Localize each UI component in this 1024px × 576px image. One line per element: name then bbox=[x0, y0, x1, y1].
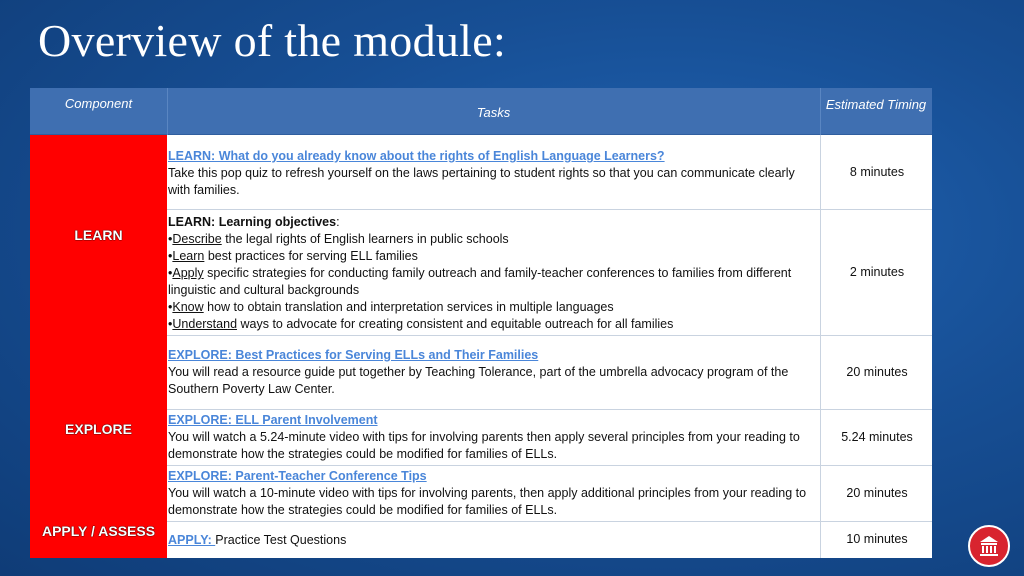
header-tasks: Tasks bbox=[476, 105, 511, 120]
university-building-icon bbox=[977, 534, 1001, 558]
task-description: You will watch a 10-minute video with tips for involving parents, then apply additional principles from your reading to demonstrate how the strategies could be modified for families of ELLs. bbox=[168, 486, 807, 517]
objective-text: how to obtain translation and interpretation services in multiple languages bbox=[203, 300, 614, 314]
task-cell bbox=[168, 214, 820, 333]
task-link[interactable]: EXPLORE: Best Practices for Serving ELLs and Their Families bbox=[168, 348, 539, 362]
objective-verb: Understand bbox=[172, 317, 238, 331]
header-component: Component bbox=[64, 96, 133, 111]
timing-value: 20 minutes bbox=[846, 365, 908, 379]
task-rows bbox=[167, 135, 932, 558]
objective-verb: Describe bbox=[172, 232, 222, 246]
task-link[interactable]: EXPLORE: ELL Parent Involvement bbox=[168, 413, 378, 427]
timing-cell bbox=[820, 210, 932, 335]
timing-cell bbox=[820, 135, 932, 209]
objective-verb: Apply bbox=[172, 266, 204, 280]
objectives-heading-colon: : bbox=[336, 215, 340, 229]
table-row bbox=[167, 410, 932, 466]
component-apply-assess: APPLY / ASSESS bbox=[41, 523, 156, 539]
task-description: You will watch a 5.24-minute video with tips for involving parents then apply several principles from your reading to demonstrate how the strategies could be modified for families of ELLs. bbox=[168, 430, 800, 461]
objective-bullet: • bbox=[168, 249, 173, 263]
task-description: Practice Test Questions bbox=[215, 533, 347, 547]
timing-cell bbox=[820, 466, 932, 521]
table-header bbox=[30, 88, 932, 135]
header-divider bbox=[820, 88, 821, 135]
header-divider bbox=[167, 88, 168, 135]
objective-verb: Know bbox=[172, 300, 204, 314]
task-description: Take this pop quiz to refresh yourself on the laws pertaining to student rights so that you can communicate clearly with families. bbox=[168, 166, 795, 197]
header-timing: Estimated Timing bbox=[825, 97, 927, 112]
table-row bbox=[167, 210, 932, 336]
task-cell bbox=[168, 532, 820, 549]
task-link[interactable]: APPLY: bbox=[168, 533, 216, 547]
objective-text: ways to advocate for creating consistent and equitable outreach for all families bbox=[237, 317, 674, 331]
objective-verb: Learn bbox=[172, 249, 205, 263]
timing-value: 8 minutes bbox=[849, 165, 905, 179]
task-cell bbox=[168, 468, 820, 519]
timing-cell bbox=[820, 336, 932, 409]
table-row bbox=[167, 135, 932, 210]
task-cell bbox=[168, 412, 820, 463]
component-explore: EXPLORE bbox=[65, 421, 132, 437]
objective-bullet: • bbox=[168, 266, 173, 280]
task-description: You will read a resource guide put together by Teaching Tolerance, part of the umbrella advocacy program of the Southern Poverty Law Center. bbox=[168, 365, 789, 396]
objective-bullet: • bbox=[168, 300, 173, 314]
module-overview-table bbox=[30, 88, 932, 558]
objective-bullet: • bbox=[168, 232, 173, 246]
university-logo bbox=[968, 525, 1010, 567]
timing-value: 2 minutes bbox=[849, 265, 905, 279]
slide-title: Overview of the module: bbox=[38, 15, 507, 66]
objective-bullet: • bbox=[168, 317, 173, 331]
task-cell bbox=[168, 148, 820, 199]
objective-text: the legal rights of English learners in public schools bbox=[221, 232, 509, 246]
objective-text: best practices for serving ELL families bbox=[204, 249, 418, 263]
objective-text: specific strategies for conducting family outreach and family-teacher conferences to families from different linguistic and cultural backgrounds bbox=[168, 266, 792, 297]
timing-value: 10 minutes bbox=[846, 532, 908, 546]
timing-cell bbox=[820, 410, 932, 465]
timing-value: 5.24 minutes bbox=[841, 430, 913, 444]
component-column bbox=[30, 135, 167, 558]
timing-value: 20 minutes bbox=[846, 486, 908, 500]
table-row bbox=[167, 522, 932, 558]
task-link[interactable]: EXPLORE: Parent-Teacher Conference Tips bbox=[168, 469, 427, 483]
timing-cell bbox=[820, 522, 932, 558]
task-cell bbox=[168, 347, 820, 398]
component-learn: LEARN bbox=[74, 227, 123, 243]
task-link[interactable]: LEARN: What do you already know about the rights of English Language Learners? bbox=[168, 149, 665, 163]
table-row bbox=[167, 336, 932, 410]
objectives-heading: LEARN: Learning objectives bbox=[168, 215, 337, 229]
table-row bbox=[167, 466, 932, 522]
